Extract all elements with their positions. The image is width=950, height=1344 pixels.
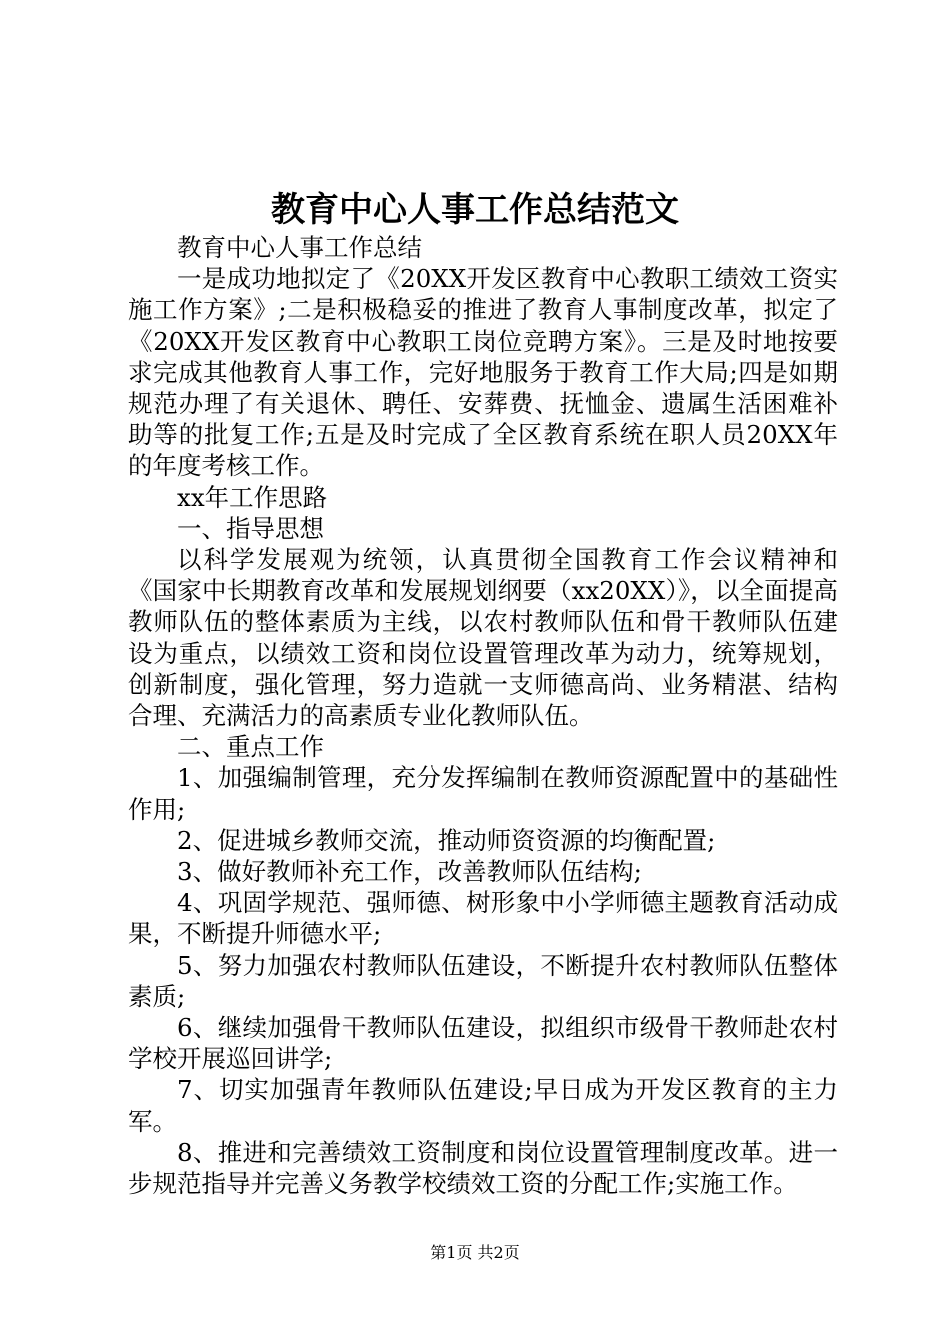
document-title: 教育中心人事工作总结范文 [271,190,679,230]
section-heading: 二、重点工作 [177,732,324,762]
list-item: 4、巩固学规范、强师德、树形象中小学师德主题教育活动成果，不断提升师德水平; [128,888,838,949]
page-number: 第1页 共2页 [430,1243,520,1262]
section-heading: 一、指导思想 [177,513,324,543]
body-paragraph: xx年工作思路 [177,482,328,512]
list-item: 7、切实加强青年教师队伍建设;早日成为开发区教育的主力军。 [128,1075,838,1136]
list-item: 8、推进和完善绩效工资制度和岗位设置管理制度改革。进一步规范指导并完善义务教学校绩效工资的分配工作;实施工作。 [128,1137,838,1199]
body-paragraph: 一是成功地拟定了《20XX开发区教育中心教职工绩效工资实施工作方案》;二是积极稳妥的推进了教育人事制度改革，拟定了《20XX开发区教育中心教职工岗位竞聘方案》。三是及时地按要求完成其他教育人事工作，完好地服务于教育工作大局;四是如期规范办理了有关退休、聘任、安葬费、抚恤金、遗属生活困难补助等的批复工作;五是及时完成了全区教育系统在职人员20XX年的年度考核工作。 [128,264,838,481]
body-paragraph: 教育中心人事工作总结 [177,233,422,262]
list-item: 3、做好教师补充工作，改善教师队伍结构; [177,857,642,887]
list-item: 5、努力加强农村教师队伍建设，不断提升农村教师队伍整体素质; [128,950,838,1011]
list-item: 1、加强编制管理，充分发挥编制在教师资源配置中的基础性作用; [128,763,838,824]
list-item: 2、促进城乡教师交流，推动师资资源的均衡配置; [177,825,716,855]
body-paragraph: 以科学发展观为统领，认真贯彻全国教育工作会议精神和《国家中长期教育改革和发展规划纲要（xx20XX）》，以全面提高教师队伍的整体素质为主线，以农村教师队伍和骨干教师队伍建设为重点，以绩效工资和岗位设置管理改革为动力，统筹规划，创新制度，强化管理，努力造就一支师德高尚、业务精湛、结构合理、充满活力的高素质专业化教师队伍。 [128,545,838,731]
list-item: 6、继续加强骨干教师队伍建设，拟组织市级骨干教师赴农村学校开展巡回讲学; [128,1013,838,1074]
document-body [128,232,838,1199]
